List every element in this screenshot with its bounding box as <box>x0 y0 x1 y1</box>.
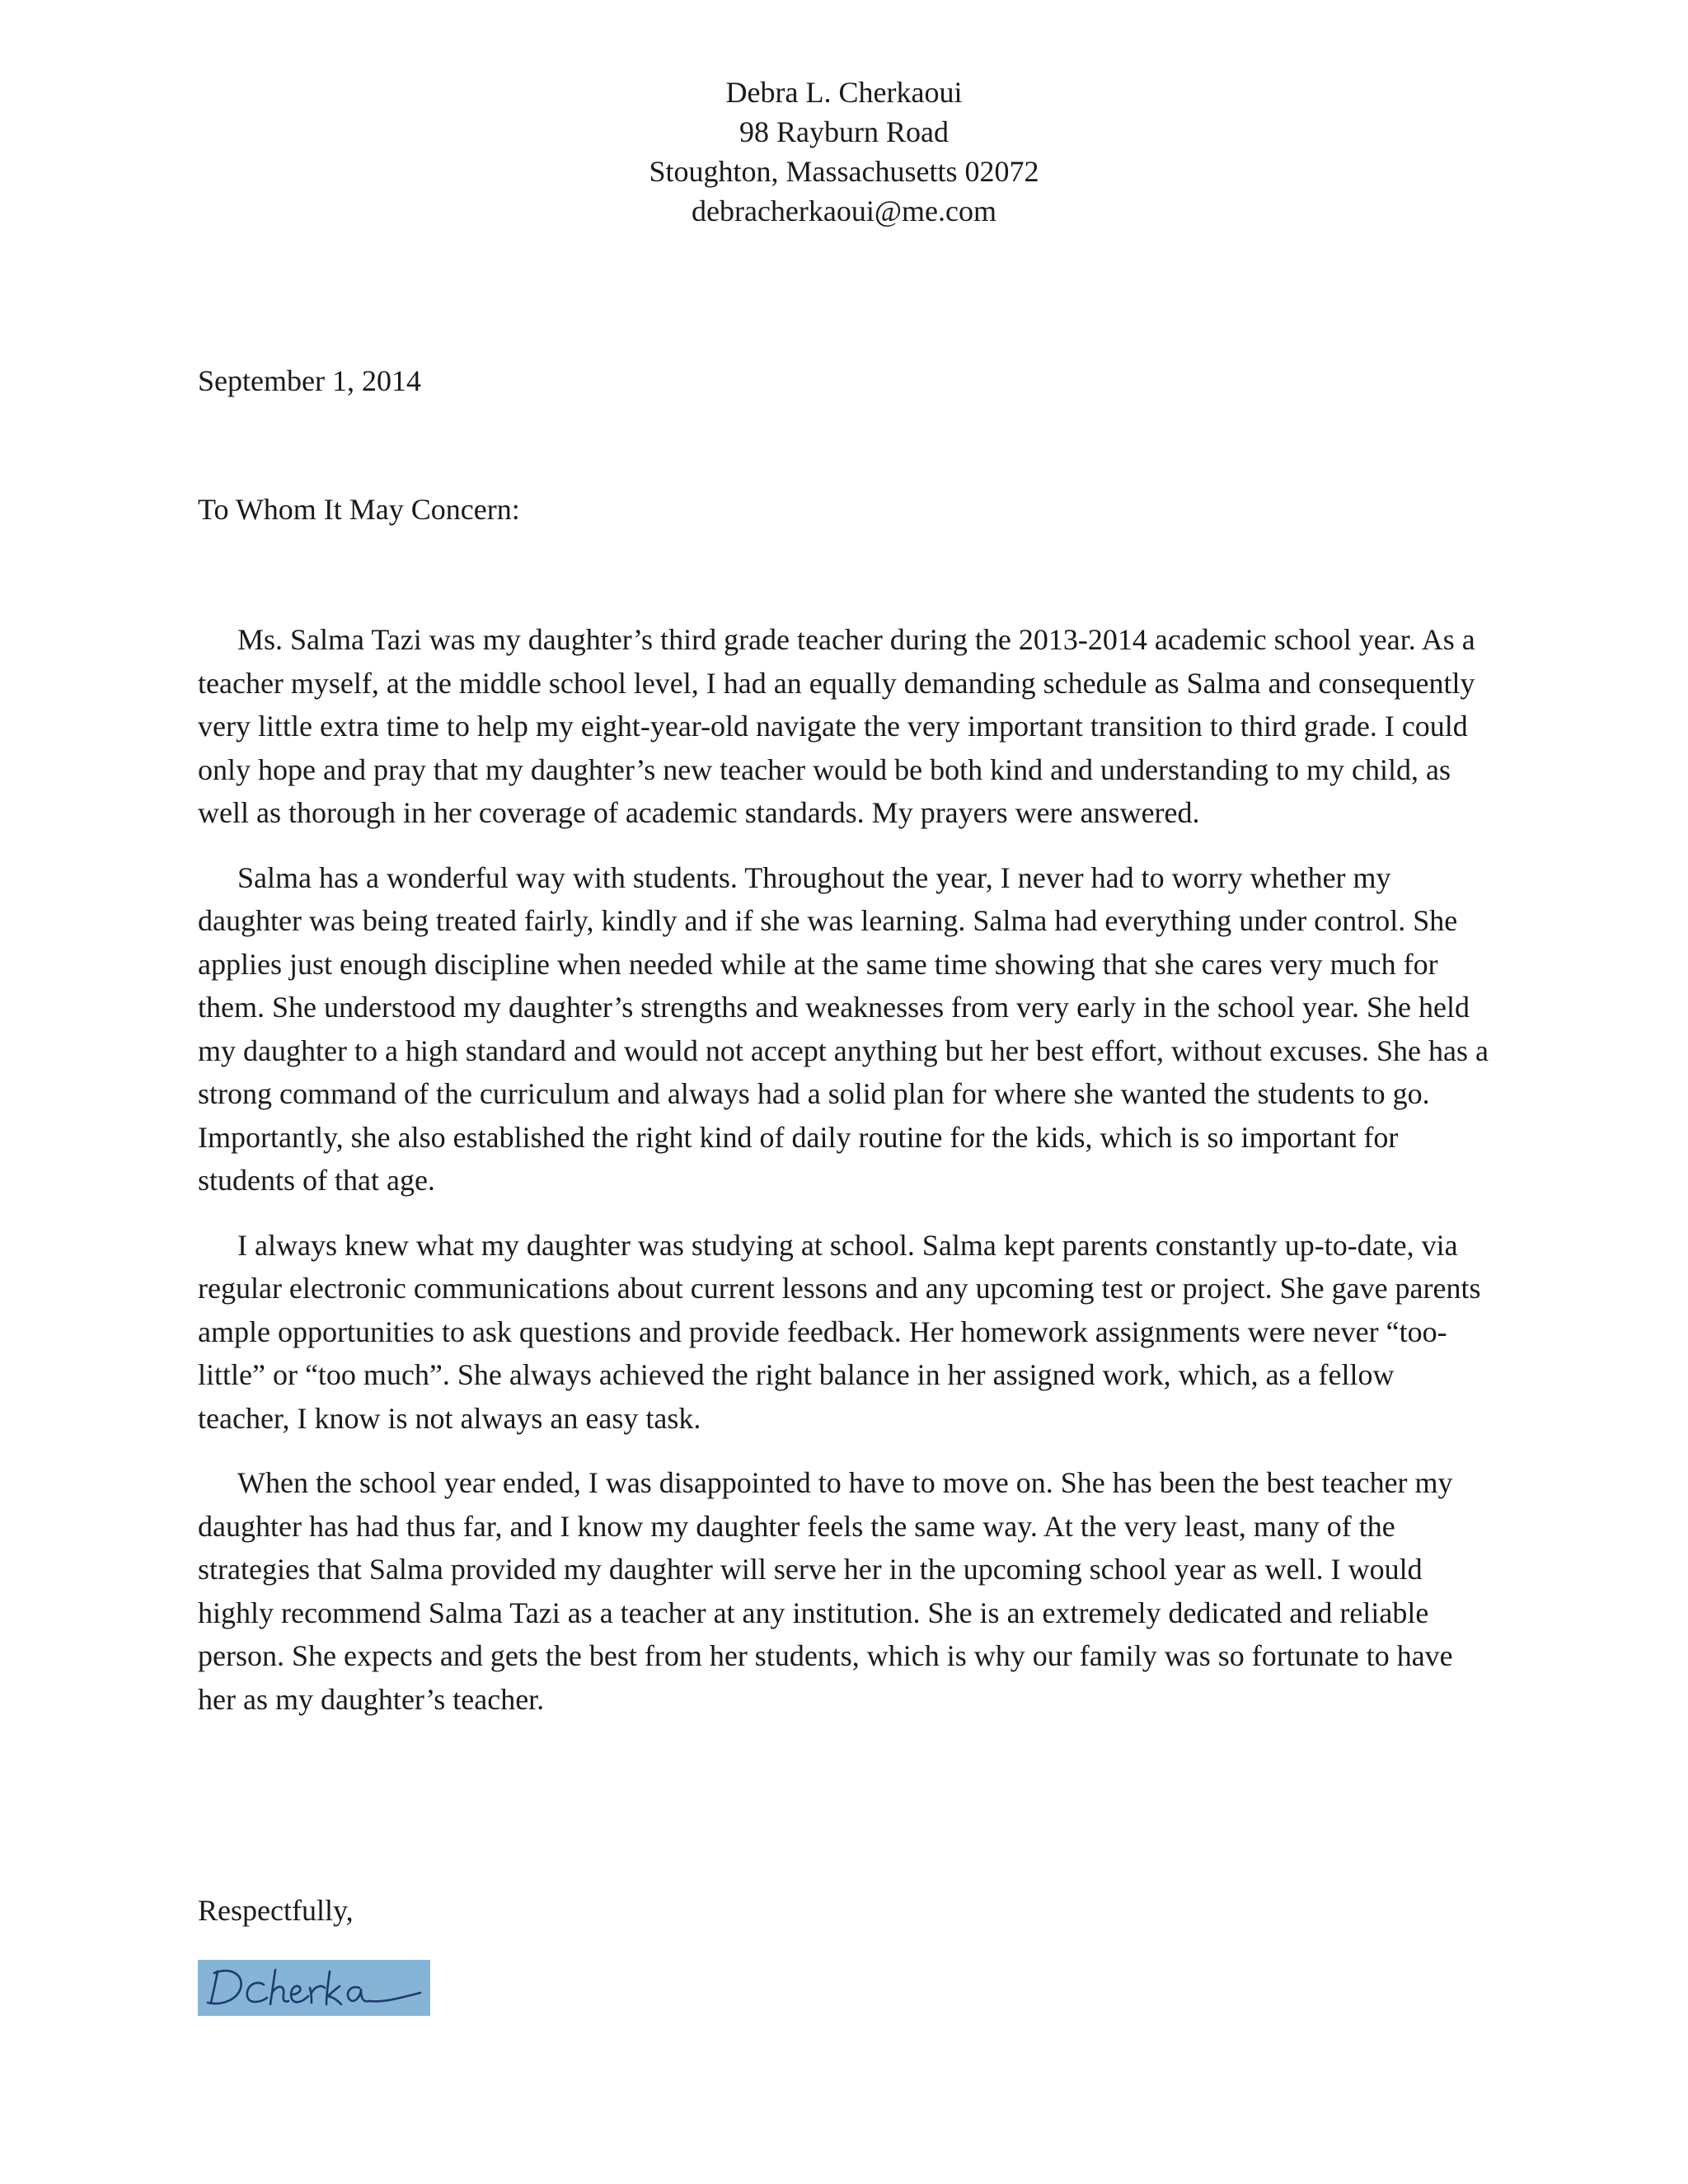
closing: Respectfully, <box>198 1894 354 1927</box>
body-paragraph-3: I always knew what my daughter was studying at school. Salma kept parents constantly up-to-date, via regular electronic communications about current lessons and any upcoming test or project. She gave parents ample opportunities to ask questions and provide feedback. Her homework assignments were never “too-little” or “too much”. She always achieved the right balance in her assigned work, which, as a fellow teacher, I know is not always an easy task. <box>198 1228 1481 1435</box>
letter-date: September 1, 2014 <box>198 364 421 397</box>
salutation: To Whom It May Concern: <box>198 493 520 526</box>
body-paragraph-1: Ms. Salma Tazi was my daughter’s third grade teacher during the 2013-2014 academic school year. As a teacher myself, at the middle school level, I had an equally demanding schedule as Salma and consequently very little extra time to help my eight-year-old navigate the very important transition to third grade. I could only hope and pray that my daughter’s new teacher would be both kind and understanding to my child, as well as thorough in her coverage of academic standards. My prayers were answered. <box>198 623 1475 829</box>
sender-email: debracherkaoui@me.com <box>692 194 996 227</box>
handwritten-signature-icon <box>198 1960 430 2016</box>
body-paragraph-2: Salma has a wonderful way with students. Throughout the year, I never had to worry whether my daughter was being treated fairly, kindly and if she was learning. Salma had everything under control. She applies just enough discipline when needed while at the same time showing that she cares very much for them. She understood my daughter’s strengths and weaknesses from very early in the school year. She held my daughter to a high standard and would not accept anything but her best effort, without excuses. She has a strong command of the curriculum and always had a solid plan for where she wanted the students to go. Importantly, she also established the right kind of daily routine for the kids, which is so important for students of that age. <box>198 860 1489 1197</box>
signature-image <box>198 1960 430 2016</box>
sender-name: Debra L. Cherkaoui <box>725 76 963 109</box>
letter-body <box>198 618 1490 1742</box>
letterhead <box>0 73 1688 231</box>
sender-street: 98 Rayburn Road <box>739 115 949 148</box>
sender-city: Stoughton, Massachusetts 02072 <box>649 155 1039 188</box>
body-paragraph-4: When the school year ended, I was disappointed to have to move on. She has been the best teacher my daughter has had thus far, and I know my daughter feels the same way. At the very least, many of the strategies that Salma provided my daughter will serve her in the upcoming school year as well. I would highly recommend Salma Tazi as a teacher at any institution. She is an extremely dedicated and reliable person. She expects and gets the best from her students, which is why our family was so fortunate to have her as my daughter’s teacher. <box>198 1466 1453 1716</box>
